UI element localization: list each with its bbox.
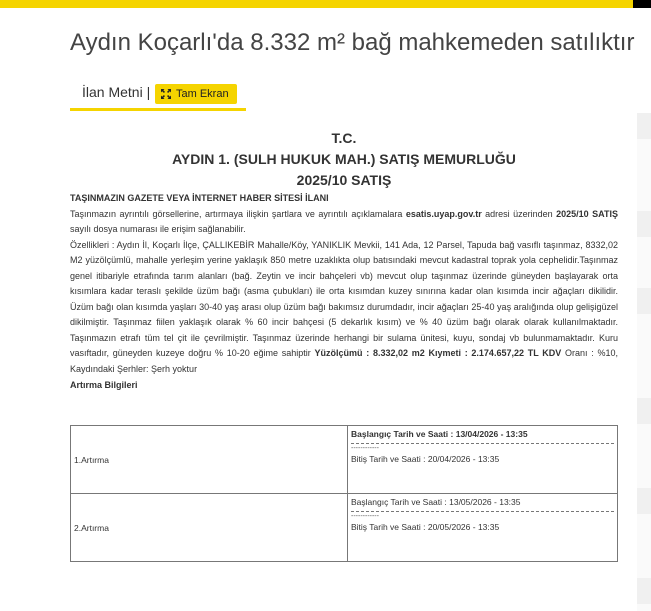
table-row [71,494,618,562]
page-title: Aydın Koçarlı'da 8.332 m² bağ mahkemeden satılıktır [70,29,635,56]
auction-start: Başlangıç Tarih ve Saati : 13/05/2026 - 13:35 [351,497,521,507]
auction-end: Bitiş Tarih ve Saati : 20/04/2026 - 13:35 [351,454,500,464]
top-bar [0,0,651,8]
tab-bar [70,84,246,110]
tab-ilan-metni[interactable]: İlan Metni | [82,84,151,100]
auction-label: 2.Artırma [71,494,348,562]
doc-header-tc: T.C. [331,130,357,146]
strip-block [637,113,651,139]
file-number: 2025/10 SATIŞ [556,208,618,219]
text-fragment: Taşınmazın ayrıntılı görsellerine, artırmaya ilişkin şartlara ve ayrıntılı açıklamalara [70,208,406,219]
text-fragment: Özellikleri : Aydın İl, Koçarlı İlçe, ÇALLIKEBİR Mahalle/Köy, YANIKLIK Mevkii, 141 Ada, 12 Parsel, Tapuda bağ vasıflı taşınmaz, 8332,02 M2 yüzölçümlü, mahalle yerleşim yerine yaklaşık 850 metre uzaklıkta olup batısındaki mevcut kadastral toprak yola cephelidir.Taşınmaz genel itibariyle etrafında tarım alanları (bağ. Zeytin ve incir bahçeleri vb) mevcut olup taşınmaz üzerinde güneyden başlayarak orta kısımlara kadar teraslı şekilde üzüm bağı (asma çubukları) ile orta kısımdan kuzey sınırına kadar olan kısımda incir ağaçları dikilidir. Üzüm bağı olan kısımda yaşları 30-40 yaş arası olup üzüm bağı bakımsız durumdadır, incir ağaçları 25-40 yaş aralığında olup gelişigüzel dikilmiştir. Taşınmaz fiilen yaklaşık olarak % 60 incir bahçesi (5 dekarlık kısım) ve % 40 üzüm bağı olarak olarak kullanılmaktadır. Taşınmazın etrafı tüm tel çit ile çevrilmiştir. Taşınmaz üzerinde herhangi bir sulama ünitesi, kuyu, sondaj vb bulunmamaktadır. Kuru vasıftadır, güneyden kuzeye doğru % 10-20 eğime sahiptir [70,239,618,358]
auction-start: Başlangıç Tarih ve Saati : 13/04/2026 - 13:35 [351,429,528,439]
top-bar-accent [0,0,633,8]
doc-notice-heading: TAŞINMAZIN GAZETE VEYA İNTERNET HABER SİTESİ İLANI [70,193,329,203]
tab-underline [70,108,246,111]
right-sidebar-strip [637,113,651,611]
doc-access-paragraph [70,207,618,238]
strip-block [637,488,651,514]
table-row [71,426,618,494]
strip-block [637,211,651,237]
fullscreen-label: Tam Ekran [176,88,229,100]
text-fragment: adresi üzerinden [481,208,557,219]
text-fragment: Oranı : %10, Kaydındaki Şerhler: Şerh yoktur [70,348,618,374]
doc-property-paragraph [70,238,618,378]
strip-block [637,288,651,314]
text-fragment: sayılı dosya numarası ile erişim sağlanabilir. [70,224,246,234]
auction-section-title: Artırma Bilgileri [70,380,138,390]
expand-icon [161,89,171,99]
auction-dates [348,494,618,562]
doc-header-office: AYDIN 1. (SULH HUKUK MAH.) SATIŞ MEMURLUĞU [172,151,516,167]
top-bar-corner [633,0,651,8]
auction-dates [348,426,618,494]
auction-end: Bitiş Tarih ve Saati : 20/05/2026 - 13:35 [351,522,500,532]
doc-header-file: 2025/10 SATIŞ [296,172,392,188]
dash-text: ------------ [351,445,379,452]
dash-text: ------------ [351,513,379,520]
area-value-text: Yüzölçümü : 8.332,02 m2 Kıymeti : 2.174.657,22 TL KDV [314,348,562,358]
strip-block [637,578,651,604]
document-body [70,128,618,394]
auction-table [70,425,618,562]
fullscreen-button[interactable] [155,84,237,104]
auction-label: 1.Artırma [71,426,348,494]
strip-block [637,398,651,424]
uyap-link-text: esatis.uyap.gov.tr [405,208,482,219]
